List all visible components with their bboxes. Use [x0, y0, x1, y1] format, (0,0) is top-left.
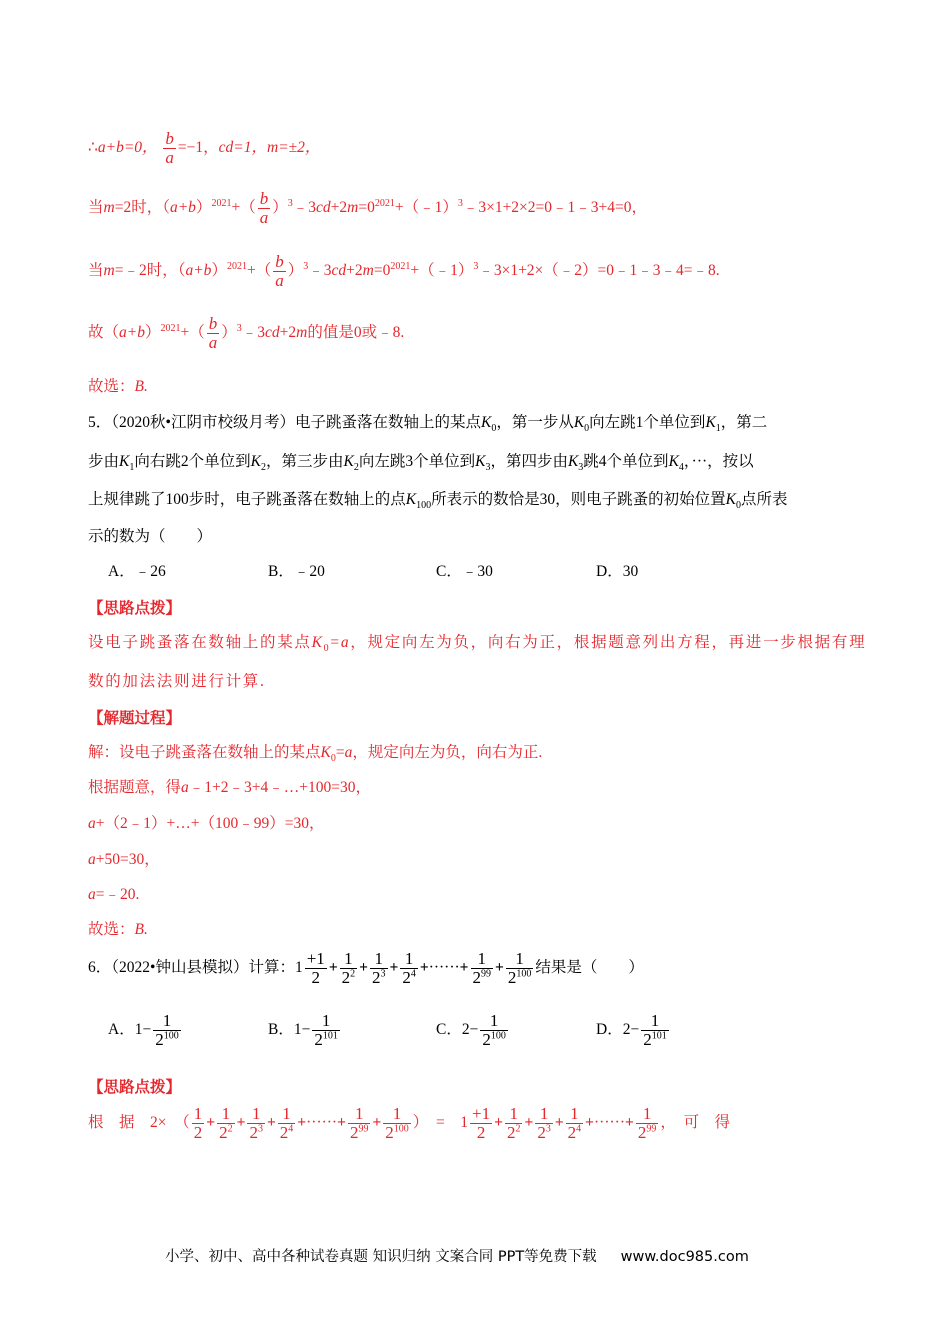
q5-proc-line3: a+（2﹣1）+…+（100﹣99）=30， — [88, 815, 325, 832]
fraction: $\frac{1}{2^{99}}$ — [472, 949, 492, 987]
sol4-line4: 故$(a+b)^{2021}+$（ $\frac{b}{a}$ ）$^3$﹣3cd+2m的值是0或﹣8. — [88, 314, 405, 352]
q5-answer: 故选：B. — [88, 921, 148, 938]
q5-proc-line5: a=﹣20. — [88, 886, 140, 903]
fraction-b-over-a: $\frac{b}{a}$ — [259, 189, 269, 227]
q6-option-b[interactable]: B．1− $\frac{1}{2^{101}}$ — [268, 1011, 338, 1049]
fraction: $\frac{1}{2^{100}}$ — [482, 1011, 506, 1049]
q5-line4: 示的数为（ ） — [88, 528, 213, 545]
q6-option-d[interactable]: D．2− $\frac{1}{2^{101}}$ — [596, 1011, 667, 1049]
sol4-line3: 当m=﹣2时，$(a+b)^{2021}+$（ $\frac{b}{a}$ ）$^3﹣3cd+2m=0^{2021}+(﹣1)^3﹣3\times 1+2\times(﹣2)=0﹣1﹣3﹣4=﹣8$. — [88, 252, 720, 290]
q5-hint-line2: 数的加法法则进行计算. — [88, 673, 266, 690]
q6-hint-title: 【思路点拨】 — [88, 1079, 182, 1096]
fraction: $\frac{1}{2^2}$ — [506, 1104, 521, 1142]
sol4-answer: 故选：B. — [88, 378, 148, 395]
q5-hint-line1: 设电子跳蚤落在数轴上的某点$K_0=a$，规定向左为负，向右为正，根据题意列出方程，再进一步根据有理 — [88, 634, 867, 655]
fraction: $\frac{1}{2^{100}}$ — [155, 1011, 179, 1049]
q5-line1: 5．（2020秋•江阴市校级月考）电子跳蚤落在数轴上的某点$K_0$，第一步从$K_0$向左跳1个单位到$K_1$，第二 — [88, 414, 768, 435]
q6-hint-line: 根 据 2× （ $\frac{1}{2}$ + $\frac{1}{2^2}$ + $\frac{1}{2^3}$ + $\frac{1}{2^4}$ +······+ $\frac{1}{2^{99}}$ + $\frac{1}{2^{100}}$ ） = 1 $\frac{+1}{2}$ + $\frac{1}{2^2}$ + $\frac{1}{2^3}$ + $\frac{1}{2^4}$ +······+ $\frac{1}{2^{99}}$ ， 可 得 — [88, 1104, 731, 1142]
fraction: $\frac{+1}{2}$ — [472, 1104, 491, 1142]
page-footer — [165, 1245, 749, 1266]
fraction: $\frac{1}{2^{100}}$ — [385, 1104, 409, 1142]
sol4-line2: 当m=2时，$(a+b)^{2021}+$（ $\frac{b}{a}$ ）$^3﹣3cd+2m=0^{2021}+(﹣1)^3﹣3\times 1+2\times 2=0﹣1﹣3+4=0$， — [88, 189, 648, 227]
sol4-line1: ∴a+b=0， $\frac{b}{a}$ =−1，cd=1，m=±2， — [88, 129, 321, 167]
fraction: $\frac{1}{2^2}$ — [341, 949, 356, 987]
q5-line2: 步由$K_1$向右跳2个单位到$K_2$，第三步由$K_2$向左跳3个单位到$K_3$，第四步由$K_3$跳4个单位到$K_4$，···，按以 — [88, 453, 754, 474]
q5-proc-line2: 根据题意，得a﹣1+2﹣3+4﹣…+100=30， — [88, 779, 371, 796]
fraction-b-over-a: $\frac{b}{a}$ — [165, 129, 174, 167]
footer-text: 小学、初中、高中各种试卷真题 知识归纳 文案合同 PPT等免费下载 — [165, 1249, 597, 1265]
fraction: $\frac{1}{2^{99}}$ — [349, 1104, 369, 1142]
fraction: $\frac{1}{2^{99}}$ — [637, 1104, 657, 1142]
q5-hint-title: 【思路点拨】 — [88, 600, 182, 617]
fraction-b-over-a: $\frac{b}{a}$ — [208, 314, 218, 352]
fraction: $\frac{1}{2^{101}}$ — [643, 1011, 667, 1049]
fraction: $\frac{1}{2^4}$ — [279, 1104, 294, 1142]
q5-proc-line1: 解：设电子跳蚤落在数轴上的某点$K_0=a$，规定向左为负，向右为正. — [88, 744, 543, 765]
fraction: $\frac{1}{2^3}$ — [249, 1104, 263, 1142]
fraction: $\frac{1}{2^4}$ — [402, 949, 416, 987]
fraction: $\frac{1}{2^3}$ — [372, 949, 386, 987]
q5-process-title: 【解题过程】 — [88, 710, 182, 727]
fraction: $\frac{1}{2^4}$ — [567, 1104, 582, 1142]
footer-url[interactable]: www.doc985.com — [620, 1249, 749, 1265]
q5-option-c[interactable]: C．﹣30 — [436, 563, 493, 580]
q6-option-c[interactable]: C．2− $\frac{1}{2^{100}}$ — [436, 1011, 506, 1049]
fraction: $\frac{1}{2^3}$ — [537, 1104, 551, 1142]
fraction: $\frac{1}{2^{101}}$ — [314, 1011, 338, 1049]
q5-option-a[interactable]: A．﹣26 — [108, 563, 166, 580]
q6-line1: 6．（2022•钟山县模拟）计算：1 $\frac{+1}{2}$ + $\frac{1}{2^2}$ + $\frac{1}{2^3}$ + $\frac{1}{2^4}$ +······+ $\frac{1}{2^{99}}$ + $\frac{1}{2^{100}}$ 结果是（ ） — [88, 949, 644, 987]
q6-option-a[interactable]: A．1− $\frac{1}{2^{100}}$ — [108, 1011, 179, 1049]
fraction: $\frac{1}{2^{100}}$ — [507, 949, 532, 987]
q5-option-b[interactable]: B．﹣20 — [268, 563, 325, 580]
q5-line3: 上规律跳了100步时，电子跳蚤落在数轴上的点$K_{100}$所表示的数恰是30，则电子跳蚤的初始位置$K_0$点所表 — [88, 491, 788, 512]
fraction-b-over-a: $\frac{b}{a}$ — [275, 252, 284, 290]
fraction: $\frac{1}{2^2}$ — [219, 1104, 233, 1142]
fraction: $\frac{+1}{2}$ — [306, 949, 325, 987]
q5-proc-line4: a+50=30， — [88, 851, 160, 868]
q5-option-d[interactable]: D．30 — [596, 563, 639, 580]
fraction: $\frac{1}{2}$ — [193, 1104, 203, 1142]
